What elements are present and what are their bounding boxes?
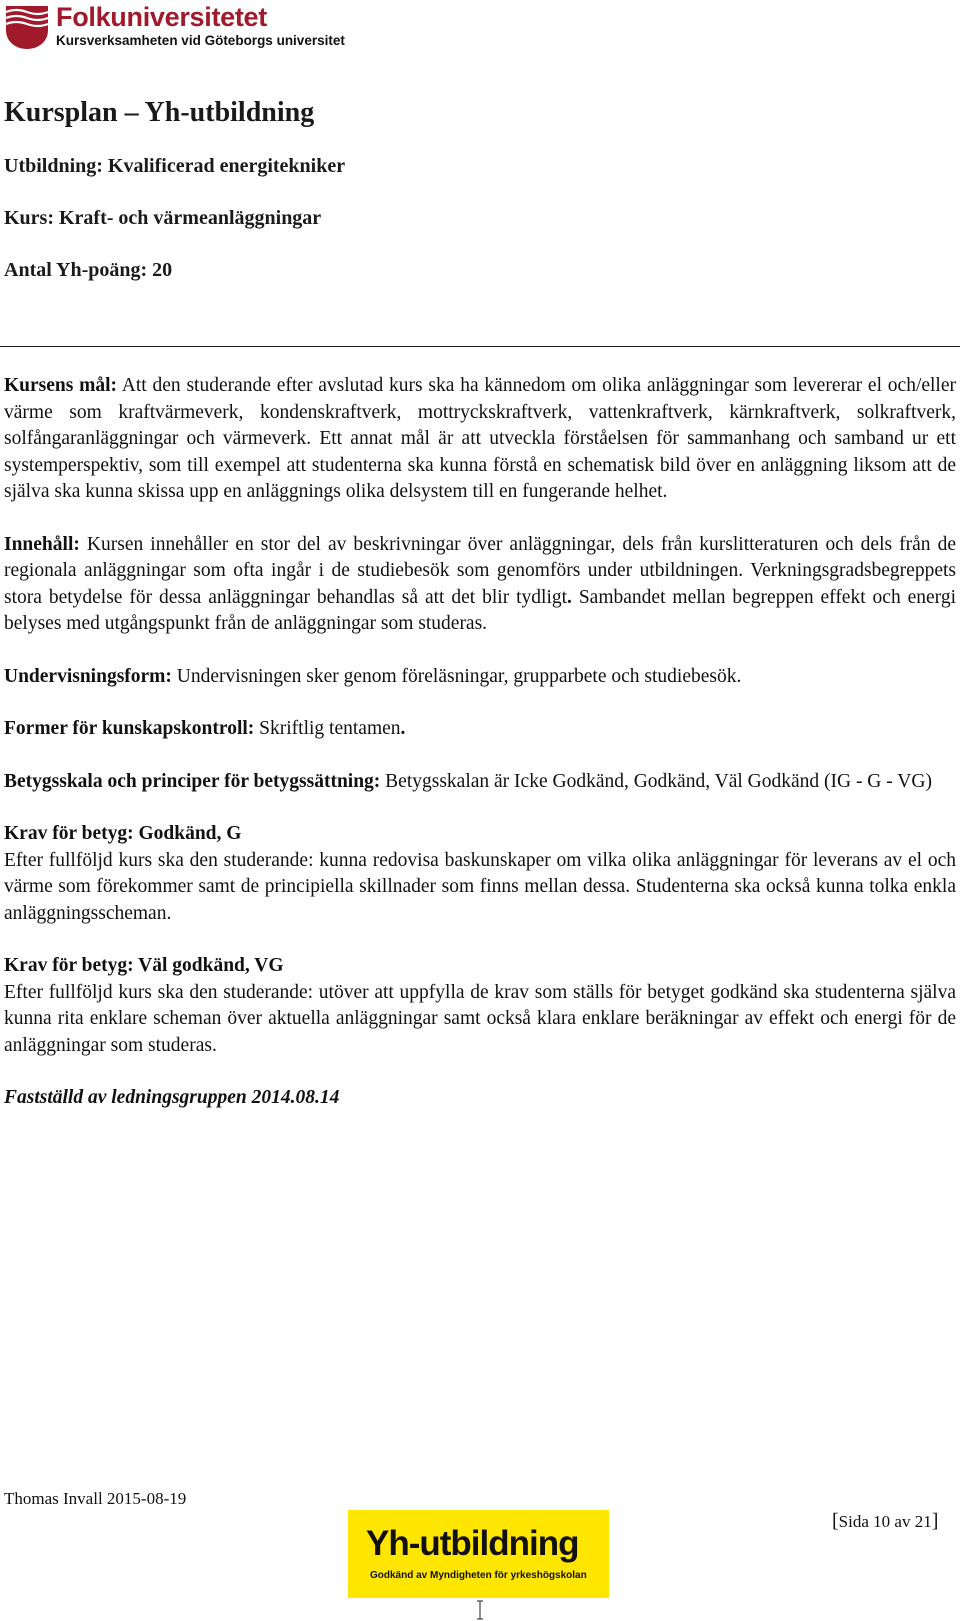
exam-text: Skriftlig tentamen xyxy=(254,718,401,739)
logo-emblem-icon xyxy=(4,2,50,50)
points-line: Antal Yh-poäng: 20 xyxy=(4,259,173,281)
horizontal-divider xyxy=(0,346,960,347)
teaching-paragraph xyxy=(4,664,956,691)
grading-label: Betygsskala och principer för betygssättning: xyxy=(4,770,381,792)
teaching-label: Undervisningsform: xyxy=(4,665,172,687)
page-number xyxy=(832,1510,938,1533)
goals-text: Att den studerande efter avslutad kurs ska ha kännedom om olika anläggningar som levererar el och/eller värme som kraftvärmeverk, kondenskraftverk, mottryckskraftverk, vattenkraftverk, kärnkraftverk, solkraftverk, solfångaranläggningar och värmeverk. Ett annat mål är att utveckla förståelsen för sammanhang och samband ur ett systemperspektiv, som till exempel att studenterna ska kunna förstå en schematisk bild över en anläggning liksom att de själva ska kunna skissa upp en anläggnings olika delsystem till en fungerande helhet. xyxy=(4,375,957,502)
goals-paragraph xyxy=(4,373,956,506)
badge-subtitle: Godkänd av Myndigheten för yrkeshögskolan xyxy=(370,1570,587,1581)
yh-utbildning-badge xyxy=(348,1510,609,1598)
exam-paragraph xyxy=(4,716,956,743)
content-label: Innehåll: xyxy=(4,533,80,555)
page-open-bracket: [ xyxy=(832,1510,839,1532)
content-paragraph xyxy=(4,532,956,638)
grading-paragraph xyxy=(4,769,956,796)
teaching-text: Undervisningen sker genom föreläsningar, grupparbete och studiebesök. xyxy=(171,665,742,687)
text-cursor-icon xyxy=(476,1600,484,1620)
approval-line: Fastställd av ledningsgruppen 2014.08.14 xyxy=(4,1087,340,1108)
pass-heading: Krav för betyg: Godkänd, G xyxy=(4,823,242,844)
pass-paragraph: Efter fullföljd kurs ska den studerande: kunna redovisa baskunskaper om vilka olika anläggningar för leverans av el och värme som förekommer samt de principiella skillnader som finns mellan dessa. Studenterna ska också kunna tolka enkla anläggningsscheman. xyxy=(4,849,956,924)
page-label: Sida 10 av 21 xyxy=(838,1512,932,1531)
page-close-bracket: ] xyxy=(931,1510,939,1532)
document-title: Kursplan – Yh-utbildning xyxy=(4,97,315,128)
content-dot: . xyxy=(567,586,572,608)
content-text-2: Sambandet mellan begreppen effekt och energi belyses med utgångspunkt från de anläggningar som studeras. xyxy=(4,586,956,634)
org-subtitle: Kursverksamheten vid Göteborgs universitet xyxy=(56,33,345,48)
content-text-1: Kursen innehåller en stor del av beskrivningar över anläggningar, dels från kurslitteraturen och dels från de regionala anläggningar som ofta ingår i de studiebesök som genomförs under utbildningen. Verkningsgradsbegreppets stora betydelse för dessa anläggningar behandlas så att det blir tydligt xyxy=(4,533,956,608)
course-line: Kurs: Kraft- och värmeanläggningar xyxy=(4,207,322,229)
goals-label: Kursens mål: xyxy=(4,375,118,396)
distinction-paragraph: Efter fullföljd kurs ska den studerande: utöver att uppfylla de krav som ställs för betyget godkänd ska studenterna själva kunna rita enklare scheman över aktuella anläggningar samt också klara enklare beräkningar av effekt och energi för de anläggningar som studeras. xyxy=(4,981,956,1056)
org-name: Folkuniversitetet xyxy=(56,2,267,32)
badge-title: Yh-utbildning xyxy=(366,1524,579,1563)
education-line: Utbildning: Kvalificerad energitekniker xyxy=(4,155,346,177)
grading-text: Betygsskalan är Icke Godkänd, Godkänd, Väl Godkänd (IG - G - VG) xyxy=(380,770,932,792)
footer-author-date: Thomas Invall 2015-08-19 xyxy=(4,1489,187,1508)
exam-dot: . xyxy=(400,718,406,739)
folkuniversitetet-logo xyxy=(4,2,364,54)
exam-label: Former för kunskapskontroll: xyxy=(4,718,255,739)
distinction-heading: Krav för betyg: Väl godkänd, VG xyxy=(4,955,284,976)
course-content xyxy=(4,373,956,1112)
